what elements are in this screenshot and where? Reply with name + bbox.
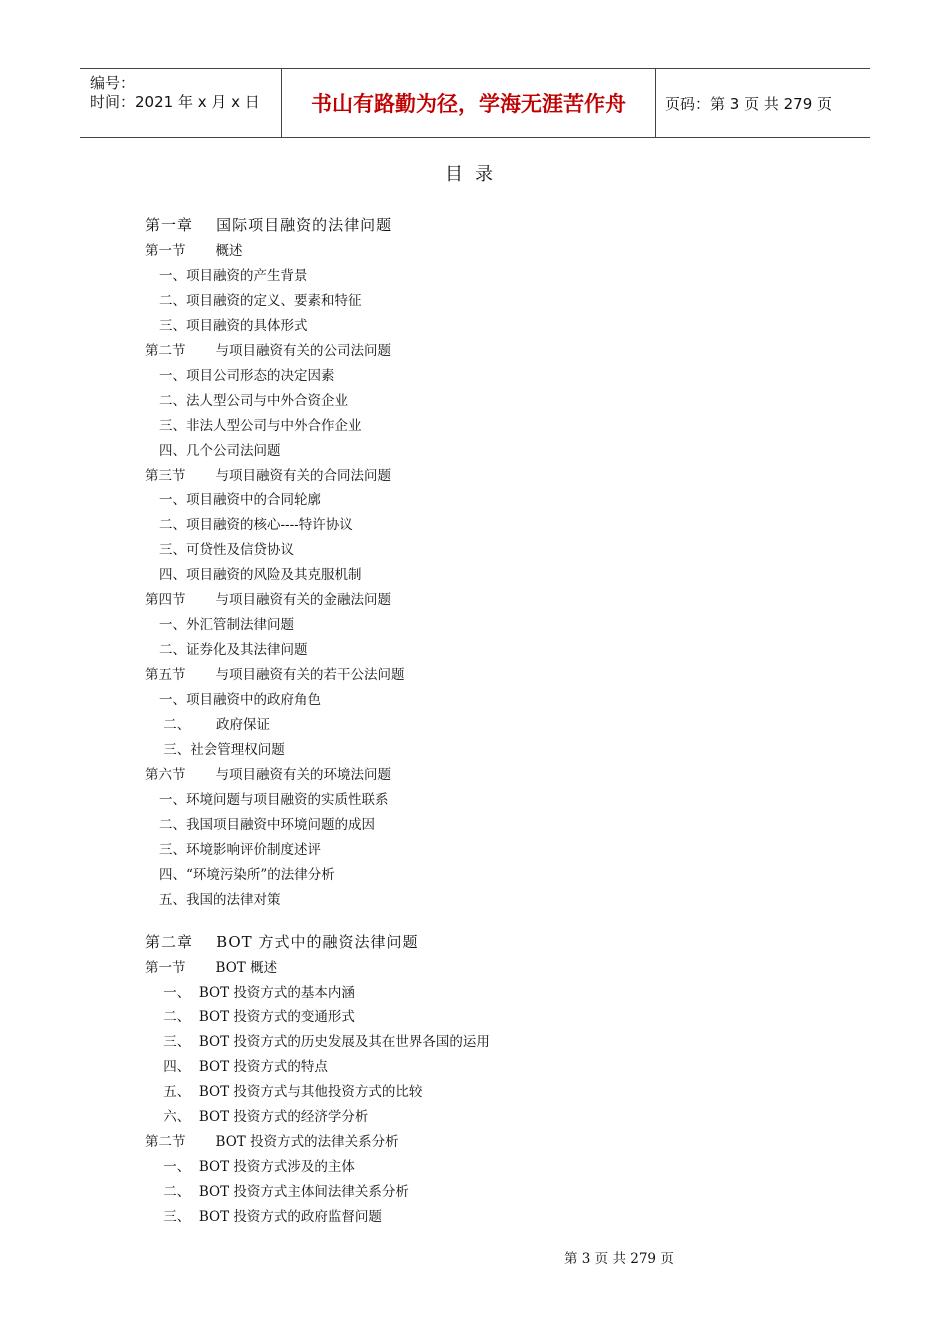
page-header [80, 68, 870, 138]
toc-title: 目录 [445, 164, 505, 185]
toc-item: 二、证券化及其法律问题 [159, 642, 308, 659]
toc-item: 一、项目融资的产生背景 [159, 267, 308, 284]
toc-item: 三、非法人型公司与中外合作企业 [159, 417, 362, 434]
toc-item: 一、项目融资中的合同轮廓 [159, 492, 321, 509]
toc-item: 二、项目融资的核心----特许协议 [159, 517, 353, 534]
toc-item: 一、项目融资中的政府角色 [159, 692, 321, 709]
toc-item: 五、我国的法律对策 [159, 891, 281, 908]
toc-item: 二、 政府保证 [159, 717, 271, 733]
toc-item: 二、 BOT 投资方式的变通形式 [159, 1009, 355, 1026]
toc-item: 一、 BOT 投资方式的基本内涵 [159, 984, 355, 1001]
toc-item: 三、 BOT 投资方式的历史发展及其在世界各国的运用 [159, 1034, 490, 1051]
toc-item: 四、项目融资的风险及其克服机制 [159, 567, 362, 584]
header-motto: 书山有路勤为径，学海无涯苦作舟 [281, 69, 656, 137]
toc-chapter: 第一章 国际项目融资的法律问题 [145, 216, 393, 234]
toc-item: 四、 BOT 投资方式的特点 [159, 1059, 328, 1076]
toc-section: 第三节 与项目融资有关的合同法问题 [145, 467, 392, 484]
toc-section: 第二节 与项目融资有关的公司法问题 [145, 342, 392, 359]
toc-item: 一、项目公司形态的决定因素 [159, 367, 335, 384]
toc-item: 三、 BOT 投资方式的政府监督问题 [159, 1209, 382, 1226]
toc-section: 第五节 与项目融资有关的若干公法问题 [145, 667, 405, 684]
document-number-label: 编号： [90, 74, 136, 92]
toc-item: 二、我国项目融资中环境问题的成因 [159, 816, 375, 833]
toc-item: 一、 BOT 投资方式涉及的主体 [159, 1159, 355, 1176]
toc-section: 第二节 BOT 投资方式的法律关系分析 [145, 1134, 399, 1151]
toc-item: 三、可贷性及信贷协议 [159, 542, 294, 559]
toc-section: 第一节 概述 [145, 242, 243, 259]
toc-item: 四、几个公司法问题 [159, 442, 281, 459]
header-page-info: 页码：第 3 页 共 279 页 [665, 94, 833, 113]
toc-item: 五、 BOT 投资方式与其他投资方式的比较 [159, 1084, 423, 1101]
toc-item: 三、社会管理权问题 [159, 741, 285, 758]
toc-section: 第四节 与项目融资有关的金融法问题 [145, 592, 392, 609]
document-time: 时间：2021 年 x 月 x 日 [90, 93, 260, 111]
toc-item: 三、项目融资的具体形式 [159, 317, 308, 334]
toc-item: 二、法人型公司与中外合资企业 [159, 392, 348, 409]
toc-item: 二、项目融资的定义、要素和特征 [159, 292, 362, 309]
toc-item: 三、环境影响评价制度述评 [159, 841, 321, 858]
toc-item: 六、 BOT 投资方式的经济学分析 [159, 1109, 369, 1126]
toc-item: 一、环境问题与项目融资的实质性联系 [159, 791, 389, 808]
toc-section: 第一节 BOT 概述 [145, 959, 278, 976]
page-footer: 第 3 页 共 279 页 [564, 1251, 674, 1267]
toc-item: 二、 BOT 投资方式主体间法律关系分析 [159, 1184, 409, 1201]
toc-section: 第六节 与项目融资有关的环境法问题 [145, 766, 392, 783]
header-meta [80, 69, 280, 137]
toc-item: 四、“环境污染所”的法律分析 [159, 866, 335, 883]
toc-chapter: 第二章 BOT 方式中的融资法律问题 [145, 932, 419, 951]
toc-item: 一、外汇管制法律问题 [159, 617, 294, 634]
